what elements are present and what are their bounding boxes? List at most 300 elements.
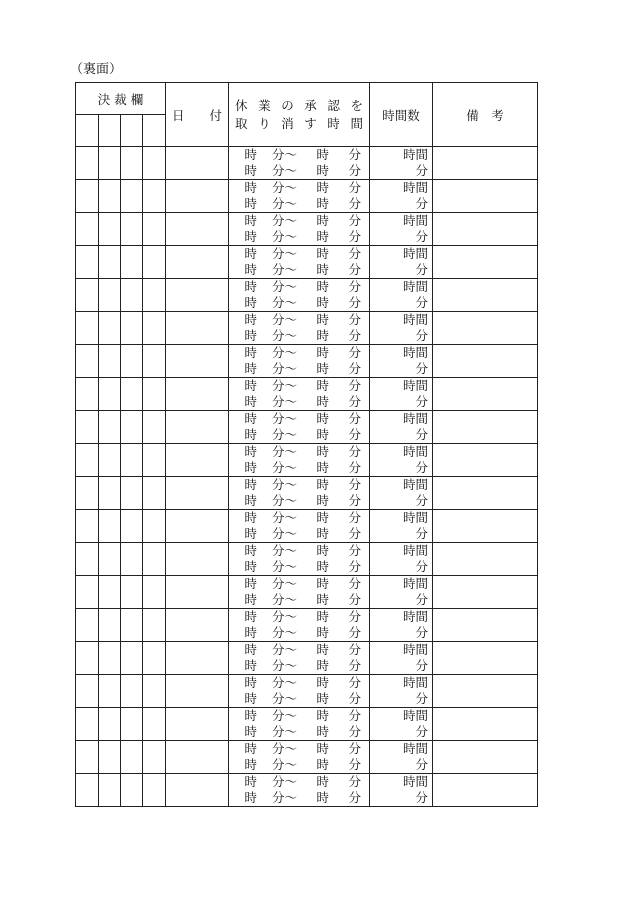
hours-label: 時間	[403, 312, 429, 327]
approval-column-header: 決 裁 欄	[76, 83, 166, 115]
approval-stamp-cell[interactable]	[121, 642, 143, 675]
approval-stamp-cell[interactable]	[99, 477, 121, 510]
hour-label: 時	[244, 460, 258, 475]
page-label: （裏面）	[70, 62, 123, 77]
minute-label: 分	[348, 510, 362, 525]
hours-label: 時間	[403, 576, 429, 591]
cancellation-time-cell[interactable]	[229, 279, 370, 312]
remarks-cell[interactable]	[433, 213, 538, 246]
cancellation-time-cell[interactable]	[229, 213, 370, 246]
hour-label: 時	[316, 543, 330, 558]
approval-stamp-cell[interactable]	[76, 213, 99, 246]
approval-stamp-cell[interactable]	[121, 444, 143, 477]
minute-label: 分	[348, 592, 362, 607]
approval-stamp-cell[interactable]	[99, 147, 121, 180]
cancellation-time-cell[interactable]	[229, 642, 370, 675]
approval-stamp-cell[interactable]	[99, 774, 121, 807]
approval-stamp-cell[interactable]	[143, 180, 166, 213]
hour-label: 時	[316, 757, 330, 772]
hour-label: 時	[244, 411, 258, 426]
time-range-line	[229, 444, 369, 460]
minute-to-label: 分～	[272, 378, 298, 393]
hour-label: 時	[316, 741, 330, 756]
minutes-label: 分	[415, 559, 429, 574]
hour-label: 時	[316, 180, 330, 195]
minute-label: 分	[348, 625, 362, 640]
approval-stamp-cell[interactable]	[99, 213, 121, 246]
remarks-cell[interactable]	[433, 477, 538, 510]
date-cell[interactable]	[166, 378, 229, 411]
approval-stamp-cell[interactable]	[121, 411, 143, 444]
cancellation-time-cell[interactable]	[229, 411, 370, 444]
hour-label: 時	[244, 741, 258, 756]
approval-stamp-cell[interactable]	[143, 510, 166, 543]
approval-stamp-cell[interactable]	[121, 279, 143, 312]
cancellation-time-cell[interactable]	[229, 543, 370, 576]
approval-stamp-cell[interactable]	[121, 378, 143, 411]
minute-label: 分	[348, 213, 362, 228]
minute-label: 分	[348, 163, 362, 178]
approval-stamp-cell[interactable]	[121, 345, 143, 378]
approval-stamp-cell[interactable]	[143, 246, 166, 279]
approval-stamp-cell[interactable]	[121, 246, 143, 279]
minutes-label: 分	[415, 724, 429, 739]
header-char: 時	[327, 115, 340, 131]
hour-label: 時	[316, 427, 330, 442]
date-cell[interactable]	[166, 708, 229, 741]
hour-label: 時	[316, 658, 330, 673]
remarks-cell[interactable]	[433, 246, 538, 279]
approval-stamp-cell[interactable]	[76, 246, 99, 279]
approval-stamp-cell[interactable]	[76, 609, 99, 642]
header-char: 承	[304, 97, 317, 113]
time-range-line	[229, 708, 369, 724]
remarks-cell[interactable]	[433, 411, 538, 444]
hours-cell[interactable]	[370, 213, 433, 246]
time-range-line	[229, 790, 369, 806]
header-char: 取	[235, 115, 248, 131]
date-cell[interactable]	[166, 510, 229, 543]
date-cell[interactable]	[166, 675, 229, 708]
approval-stamp-cell[interactable]	[99, 411, 121, 444]
approval-stamp-cell[interactable]	[143, 147, 166, 180]
minute-label: 分	[348, 312, 362, 327]
approval-stamp-cell[interactable]	[76, 642, 99, 675]
cancellation-time-cell[interactable]	[229, 741, 370, 774]
hours-cell[interactable]	[370, 147, 433, 180]
header-char: す	[304, 115, 317, 131]
minute-to-label: 分～	[272, 708, 298, 723]
hours-cell[interactable]	[370, 411, 433, 444]
hours-cell[interactable]	[370, 642, 433, 675]
minute-to-label: 分～	[272, 312, 298, 327]
minutes-label: 分	[415, 163, 429, 178]
table-row	[76, 510, 538, 543]
hour-label: 時	[316, 246, 330, 261]
hour-label: 時	[244, 394, 258, 409]
approval-stamp-cell[interactable]	[143, 378, 166, 411]
header-char: の	[281, 97, 294, 113]
cancellation-time-cell[interactable]	[229, 312, 370, 345]
time-range-line	[229, 312, 369, 328]
approval-stamp-box[interactable]	[121, 115, 143, 147]
approval-stamp-cell[interactable]	[99, 246, 121, 279]
remarks-cell[interactable]	[433, 741, 538, 774]
remarks-cell[interactable]	[433, 345, 538, 378]
remarks-cell[interactable]	[433, 675, 538, 708]
hour-label: 時	[316, 576, 330, 591]
hour-label: 時	[244, 295, 258, 310]
approval-stamp-cell[interactable]	[143, 576, 166, 609]
approval-stamp-cell[interactable]	[143, 213, 166, 246]
minutes-label: 分	[415, 691, 429, 706]
approval-stamp-cell[interactable]	[121, 609, 143, 642]
hours-cell[interactable]	[370, 708, 433, 741]
approval-stamp-cell[interactable]	[121, 147, 143, 180]
minute-label: 分	[348, 361, 362, 376]
hour-label: 時	[316, 295, 330, 310]
date-cell[interactable]	[166, 642, 229, 675]
date-cell[interactable]	[166, 246, 229, 279]
approval-stamp-cell[interactable]	[99, 576, 121, 609]
time-range-line	[229, 625, 369, 641]
minute-label: 分	[348, 708, 362, 723]
hours-cell[interactable]	[370, 180, 433, 213]
approval-stamp-cell[interactable]	[99, 609, 121, 642]
minute-label: 分	[348, 477, 362, 492]
approval-stamp-cell[interactable]	[76, 708, 99, 741]
hours-cell[interactable]	[370, 279, 433, 312]
time-range-line	[229, 213, 369, 229]
remarks-cell[interactable]	[433, 576, 538, 609]
table-row	[76, 609, 538, 642]
approval-stamp-cell[interactable]	[99, 312, 121, 345]
cancellation-time-cell[interactable]	[229, 609, 370, 642]
approval-stamp-cell[interactable]	[121, 708, 143, 741]
hours-label: 時間	[403, 213, 429, 228]
time-range-line	[229, 328, 369, 344]
minute-to-label: 分～	[272, 180, 298, 195]
approval-stamp-box[interactable]	[143, 115, 166, 147]
approval-stamp-cell[interactable]	[121, 213, 143, 246]
hour-label: 時	[244, 229, 258, 244]
approval-stamp-cell[interactable]	[76, 411, 99, 444]
approval-stamp-cell[interactable]	[76, 345, 99, 378]
minute-to-label: 分～	[272, 246, 298, 261]
hours-cell[interactable]	[370, 774, 433, 807]
approval-stamp-cell[interactable]	[99, 378, 121, 411]
hour-label: 時	[316, 279, 330, 294]
hours-header: 時間数	[370, 83, 433, 147]
minute-to-label: 分～	[272, 394, 298, 409]
remarks-cell[interactable]	[433, 708, 538, 741]
cancellation-time-cell[interactable]	[229, 444, 370, 477]
approval-stamp-cell[interactable]	[143, 642, 166, 675]
approval-stamp-cell[interactable]	[143, 279, 166, 312]
cancellation-time-cell[interactable]	[229, 675, 370, 708]
minutes-label: 分	[415, 295, 429, 310]
table-row	[76, 444, 538, 477]
remarks-cell[interactable]	[433, 312, 538, 345]
header-char: 休	[235, 97, 248, 113]
approval-stamp-cell[interactable]	[143, 708, 166, 741]
minutes-label: 分	[415, 328, 429, 343]
approval-stamp-box[interactable]	[99, 115, 121, 147]
minute-label: 分	[348, 675, 362, 690]
approval-stamp-cell[interactable]	[121, 477, 143, 510]
hours-cell[interactable]	[370, 378, 433, 411]
time-range-line	[229, 724, 369, 740]
date-cell[interactable]	[166, 279, 229, 312]
approval-stamp-cell[interactable]	[99, 345, 121, 378]
minute-to-label: 分～	[272, 642, 298, 657]
approval-stamp-cell[interactable]	[76, 147, 99, 180]
table-row	[76, 741, 538, 774]
date-cell[interactable]	[166, 576, 229, 609]
hour-label: 時	[244, 691, 258, 706]
time-range-line	[229, 163, 369, 179]
date-cell[interactable]	[166, 411, 229, 444]
remarks-cell[interactable]	[433, 378, 538, 411]
time-range-line	[229, 460, 369, 476]
table-row	[76, 345, 538, 378]
remarks-cell[interactable]	[433, 510, 538, 543]
date-cell[interactable]	[166, 543, 229, 576]
time-range-line	[229, 774, 369, 790]
approval-stamp-cell[interactable]	[143, 741, 166, 774]
approval-stamp-cell[interactable]	[76, 543, 99, 576]
cancellation-time-cell[interactable]	[229, 510, 370, 543]
cancellation-record-table	[75, 82, 538, 807]
date-cell[interactable]	[166, 741, 229, 774]
minute-to-label: 分～	[272, 757, 298, 772]
hour-label: 時	[316, 477, 330, 492]
approval-stamp-cell[interactable]	[143, 411, 166, 444]
time-range-line	[229, 510, 369, 526]
minute-label: 分	[348, 757, 362, 772]
time-range-line	[229, 493, 369, 509]
minute-to-label: 分～	[272, 691, 298, 706]
approval-stamp-cell[interactable]	[99, 510, 121, 543]
date-cell[interactable]	[166, 477, 229, 510]
hour-label: 時	[244, 444, 258, 459]
minutes-label: 分	[415, 361, 429, 376]
approval-stamp-cell[interactable]	[76, 477, 99, 510]
minute-label: 分	[348, 741, 362, 756]
cancellation-time-cell[interactable]	[229, 576, 370, 609]
approval-stamp-cell[interactable]	[99, 642, 121, 675]
approval-stamp-cell[interactable]	[143, 543, 166, 576]
hour-label: 時	[316, 196, 330, 211]
cancellation-time-cell[interactable]	[229, 246, 370, 279]
hours-label: 時間	[403, 477, 429, 492]
approval-stamp-cell[interactable]	[99, 180, 121, 213]
date-cell[interactable]	[166, 312, 229, 345]
time-range-line	[229, 642, 369, 658]
cancellation-time-header	[229, 83, 370, 147]
remarks-cell[interactable]	[433, 279, 538, 312]
hours-cell[interactable]	[370, 444, 433, 477]
approval-stamp-cell[interactable]	[121, 180, 143, 213]
minutes-label: 分	[415, 757, 429, 772]
hour-label: 時	[316, 328, 330, 343]
minute-to-label: 分～	[272, 510, 298, 525]
hour-label: 時	[244, 262, 258, 277]
hour-label: 時	[316, 262, 330, 277]
remarks-cell[interactable]	[433, 147, 538, 180]
approval-stamp-cell[interactable]	[121, 675, 143, 708]
minutes-label: 分	[415, 460, 429, 475]
hours-label: 時間	[403, 180, 429, 195]
hour-label: 時	[316, 411, 330, 426]
table-row	[76, 147, 538, 180]
time-range-line	[229, 757, 369, 773]
hour-label: 時	[244, 774, 258, 789]
table-row	[76, 180, 538, 213]
hours-cell[interactable]	[370, 675, 433, 708]
time-range-line	[229, 658, 369, 674]
hour-label: 時	[316, 724, 330, 739]
approval-stamp-cell[interactable]	[99, 444, 121, 477]
approval-stamp-cell[interactable]	[76, 576, 99, 609]
approval-stamp-cell[interactable]	[99, 741, 121, 774]
hour-label: 時	[244, 279, 258, 294]
approval-stamp-cell[interactable]	[143, 312, 166, 345]
remarks-cell[interactable]	[433, 444, 538, 477]
hours-cell[interactable]	[370, 312, 433, 345]
hour-label: 時	[244, 724, 258, 739]
approval-stamp-cell[interactable]	[143, 675, 166, 708]
approval-stamp-cell[interactable]	[121, 510, 143, 543]
cancellation-time-cell[interactable]	[229, 774, 370, 807]
time-range-line	[229, 180, 369, 196]
approval-stamp-cell[interactable]	[76, 180, 99, 213]
date-cell[interactable]	[166, 180, 229, 213]
hour-label: 時	[244, 675, 258, 690]
cancellation-time-cell[interactable]	[229, 477, 370, 510]
minute-to-label: 分～	[272, 609, 298, 624]
minute-to-label: 分～	[272, 361, 298, 376]
approval-stamp-cell[interactable]	[76, 279, 99, 312]
date-cell[interactable]	[166, 213, 229, 246]
approval-stamp-cell[interactable]	[121, 774, 143, 807]
cancellation-time-cell[interactable]	[229, 345, 370, 378]
hours-cell[interactable]	[370, 609, 433, 642]
approval-stamp-cell[interactable]	[121, 741, 143, 774]
time-range-line	[229, 361, 369, 377]
remarks-cell[interactable]	[433, 774, 538, 807]
minute-to-label: 分～	[272, 774, 298, 789]
hour-label: 時	[316, 691, 330, 706]
date-cell[interactable]	[166, 345, 229, 378]
hours-cell[interactable]	[370, 246, 433, 279]
hours-cell[interactable]	[370, 477, 433, 510]
minute-label: 分	[348, 460, 362, 475]
approval-stamp-cell[interactable]	[76, 774, 99, 807]
hour-label: 時	[316, 790, 330, 805]
approval-stamp-cell[interactable]	[143, 444, 166, 477]
minute-label: 分	[348, 295, 362, 310]
approval-stamp-cell[interactable]	[76, 312, 99, 345]
hour-label: 時	[316, 229, 330, 244]
approval-stamp-cell[interactable]	[99, 708, 121, 741]
hours-cell[interactable]	[370, 543, 433, 576]
hours-cell[interactable]	[370, 510, 433, 543]
time-range-line	[229, 609, 369, 625]
minutes-label: 分	[415, 625, 429, 640]
hours-cell[interactable]	[370, 576, 433, 609]
time-range-line	[229, 526, 369, 542]
minute-to-label: 分～	[272, 427, 298, 442]
hour-label: 時	[316, 444, 330, 459]
hours-label: 時間	[403, 444, 429, 459]
remarks-cell[interactable]	[433, 609, 538, 642]
minute-label: 分	[348, 658, 362, 673]
hours-cell[interactable]	[370, 741, 433, 774]
remarks-cell[interactable]	[433, 180, 538, 213]
time-range-line	[229, 477, 369, 493]
cancellation-time-cell[interactable]	[229, 378, 370, 411]
hours-label: 時間	[403, 279, 429, 294]
minute-label: 分	[348, 609, 362, 624]
hours-cell[interactable]	[370, 345, 433, 378]
minute-to-label: 分～	[272, 724, 298, 739]
minute-label: 分	[348, 411, 362, 426]
approval-stamp-cell[interactable]	[143, 774, 166, 807]
remarks-cell[interactable]	[433, 642, 538, 675]
hour-label: 時	[316, 460, 330, 475]
hours-label: 時間	[403, 642, 429, 657]
hour-label: 時	[244, 592, 258, 607]
minute-to-label: 分～	[272, 328, 298, 343]
approval-stamp-box[interactable]	[76, 115, 99, 147]
hour-label: 時	[244, 345, 258, 360]
minute-label: 分	[348, 774, 362, 789]
minute-to-label: 分～	[272, 196, 298, 211]
time-range-line	[229, 394, 369, 410]
approval-stamp-cell[interactable]	[76, 510, 99, 543]
approval-stamp-cell[interactable]	[121, 576, 143, 609]
table-row	[76, 774, 538, 807]
approval-stamp-cell[interactable]	[143, 477, 166, 510]
approval-stamp-cell[interactable]	[76, 378, 99, 411]
approval-stamp-cell[interactable]	[121, 312, 143, 345]
approval-stamp-cell[interactable]	[76, 444, 99, 477]
cancellation-time-cell[interactable]	[229, 708, 370, 741]
approval-stamp-cell[interactable]	[143, 345, 166, 378]
minute-label: 分	[348, 279, 362, 294]
hours-label: 時間	[403, 774, 429, 789]
approval-stamp-cell[interactable]	[76, 741, 99, 774]
date-cell[interactable]	[166, 774, 229, 807]
cancellation-time-cell[interactable]	[229, 180, 370, 213]
approval-stamp-cell[interactable]	[99, 279, 121, 312]
date-cell[interactable]	[166, 444, 229, 477]
hours-label: 時間	[403, 378, 429, 393]
date-cell[interactable]	[166, 147, 229, 180]
table-row	[76, 378, 538, 411]
approval-stamp-cell[interactable]	[99, 543, 121, 576]
remarks-cell[interactable]	[433, 543, 538, 576]
approval-stamp-cell[interactable]	[121, 543, 143, 576]
approval-stamp-cell[interactable]	[143, 609, 166, 642]
approval-stamp-cell[interactable]	[99, 675, 121, 708]
date-cell[interactable]	[166, 609, 229, 642]
time-range-line	[229, 295, 369, 311]
hour-label: 時	[244, 427, 258, 442]
cancellation-time-cell[interactable]	[229, 147, 370, 180]
approval-stamp-cell[interactable]	[76, 675, 99, 708]
